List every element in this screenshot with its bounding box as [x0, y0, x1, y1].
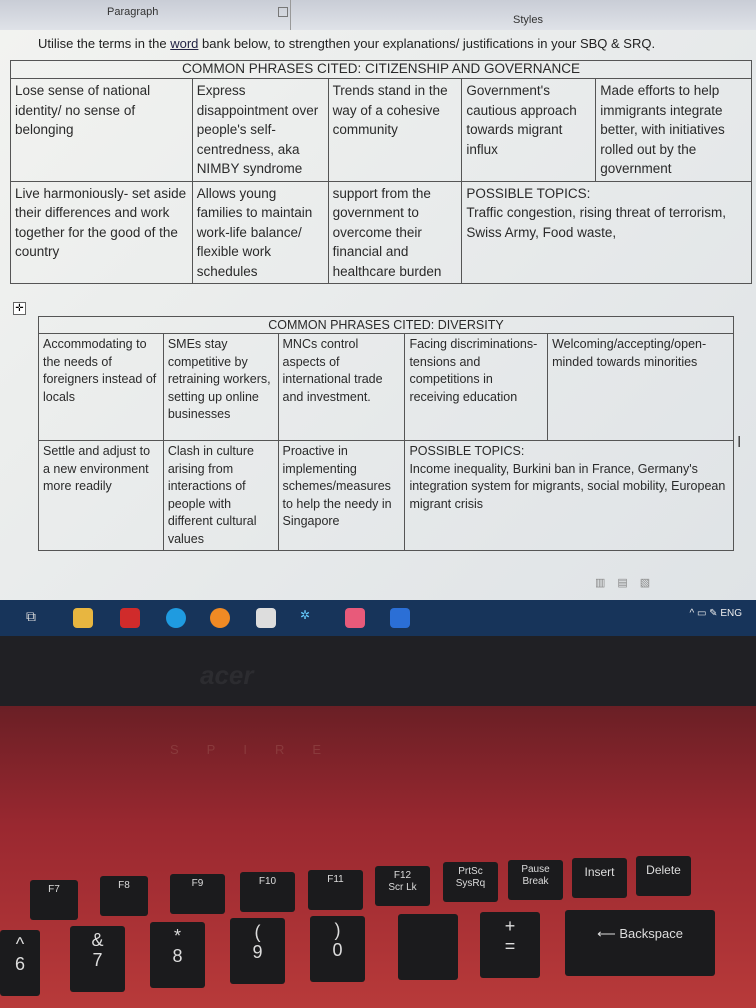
table-cell: Live harmoniously- set aside their differences and work together for the good of the country [11, 181, 193, 284]
document-page[interactable] [0, 30, 756, 600]
acrobat-icon[interactable] [120, 608, 140, 628]
windows-taskbar [0, 600, 756, 636]
citizenship-governance-table [10, 60, 752, 284]
table-cell: Accommodating to the needs of foreigners instead of locals [39, 334, 164, 441]
key-label: ^ [15, 934, 25, 954]
topics-text: Traffic congestion, rising threat of terrorism, Swiss Army, Food waste, [466, 205, 726, 240]
key-label: Pause [521, 864, 550, 875]
key-label: Break [522, 876, 549, 887]
table-cell: Clash in culture arising from interactions of people with different cultural values [163, 441, 278, 551]
possible-topics-cell [405, 441, 734, 551]
key-prtsc[interactable] [443, 862, 498, 902]
table-cell: Made efforts to help immigrants integrate better, with initiatives rolled out by the government [596, 79, 752, 182]
key-label: & [91, 930, 104, 950]
table-cell: Government's cautious approach towards migrant influx [462, 79, 596, 182]
word-ribbon [0, 0, 756, 30]
task-view-icon[interactable]: ⧉ [26, 608, 36, 624]
system-tray[interactable]: ^ ▭ ✎ ENG [689, 608, 742, 619]
topics-text: Income inequality, Burkini ban in France, Germany's integration system for migrants, social mobility, European migrant crisis [409, 461, 726, 511]
key-label: Scr Lk [388, 882, 417, 893]
table-cell: Lose sense of national identity/ no sense of belonging [11, 79, 193, 182]
intro-part: Utilise the terms in the [38, 36, 171, 51]
intro-part: bank below, to strengthen your explanations/ justifications in your SBQ & SRQ. [198, 36, 656, 51]
key-8[interactable] [150, 922, 205, 988]
styles-group-label: Styles [513, 14, 543, 26]
key-f10[interactable]: F10 [240, 872, 295, 912]
table-cell: Express disappointment over people's self-centredness, aka NIMBY syndrome [192, 79, 328, 182]
table-cell: Allows young families to maintain work-life balance/ flexible work schedules [192, 181, 328, 284]
table-cell: support from the government to overcome their financial and healthcare burden [328, 181, 462, 284]
table-title: COMMON PHRASES CITED: DIVERSITY [39, 317, 734, 334]
key-backspace[interactable]: ⟵ Backspace [565, 910, 715, 976]
table-cell: Proactive in implementing schemes/measures to help the needy in Singapore [278, 441, 405, 551]
firefox-icon[interactable] [210, 608, 230, 628]
key-f7[interactable]: F7 [30, 880, 78, 920]
text-cursor-icon: I [737, 434, 742, 451]
topics-label: POSSIBLE TOPICS: [466, 185, 591, 201]
edge-icon[interactable] [166, 608, 186, 628]
model-label: SPIRE [170, 742, 350, 757]
key-label: * [173, 926, 181, 946]
table-cell: SMEs stay competitive by retraining workers, setting up online businesses [163, 334, 278, 441]
key-label: SysRq [455, 878, 486, 889]
word-icon[interactable] [390, 608, 410, 628]
key-9[interactable] [230, 918, 285, 984]
key-equals[interactable] [480, 912, 540, 978]
key-f12[interactable] [375, 866, 430, 906]
table-move-handle-icon[interactable]: ✛ [13, 302, 26, 315]
intro-word: word [170, 36, 199, 51]
language-indicator[interactable]: ENG [720, 608, 742, 619]
table-cell: Facing discriminations- tensions and competitions in receiving education [405, 334, 548, 441]
key-f8[interactable]: F8 [100, 876, 148, 916]
intro-text [38, 36, 655, 51]
key-label: 6 [14, 954, 25, 974]
table-cell: MNCs control aspects of international trade and investment. [278, 334, 405, 441]
key-0[interactable] [310, 916, 365, 982]
acer-logo: acer [200, 660, 254, 690]
key-f9[interactable]: F9 [170, 874, 225, 914]
diversity-table [38, 316, 734, 551]
key-label: 9 [252, 942, 263, 962]
key-label: 7 [92, 950, 103, 970]
key-label: F12 [393, 870, 412, 881]
table-title: COMMON PHRASES CITED: CITIZENSHIP AND GOVERNANCE [11, 61, 752, 79]
amazon-icon[interactable] [256, 608, 276, 628]
key-pause[interactable] [508, 860, 563, 900]
ribbon-divider [290, 0, 291, 30]
key-label: ) [334, 920, 341, 940]
paragraph-group-label: Paragraph [107, 6, 159, 18]
calendar-icon[interactable] [345, 608, 365, 628]
paragraph-dialog-launcher-icon[interactable] [278, 7, 288, 17]
key-label: + [504, 916, 516, 936]
key-label: = [504, 936, 516, 956]
photos-icon[interactable]: ✲ [300, 608, 311, 622]
possible-topics-cell [462, 181, 752, 284]
key-insert[interactable]: Insert [572, 858, 627, 898]
view-buttons[interactable]: ▥▤▧ [595, 577, 663, 589]
key-minus[interactable] [398, 914, 458, 980]
topics-label: POSSIBLE TOPICS: [409, 444, 525, 458]
key-label: PrtSc [458, 866, 483, 877]
key-label: 0 [332, 940, 343, 960]
table-cell: Settle and adjust to a new environment more readily [39, 441, 164, 551]
key-delete[interactable]: Delete [636, 856, 691, 896]
table-cell: Trends stand in the way of a cohesive community [328, 79, 462, 182]
key-label: ( [254, 922, 261, 942]
key-f11[interactable]: F11 [308, 870, 363, 910]
key-7[interactable] [70, 926, 125, 992]
key-label: 8 [172, 946, 183, 966]
file-explorer-icon[interactable] [73, 608, 93, 628]
key-6[interactable] [0, 930, 40, 996]
table-cell: Welcoming/accepting/open-minded towards minorities [548, 334, 734, 441]
laptop-bezel [0, 636, 756, 706]
